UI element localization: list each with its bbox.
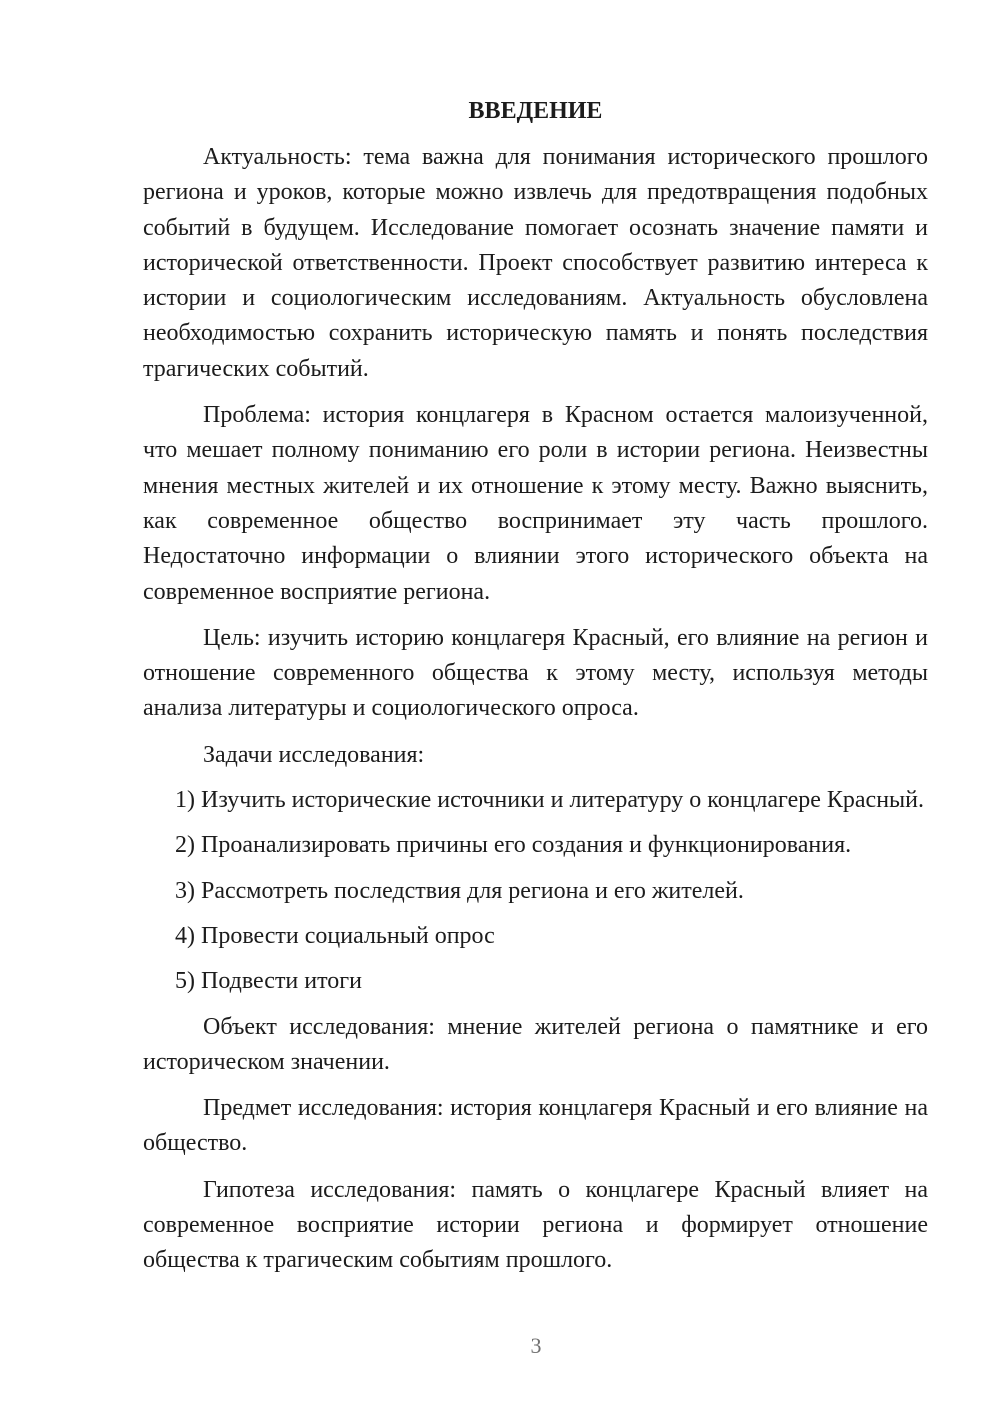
page-number: 3 — [530, 1333, 542, 1358]
tasks-heading: Задачи исследования: — [203, 741, 425, 768]
hypothesis-paragraph: Гипотеза исследования: память о концлагере Красный влияет на современное восприятие истории региона и формирует отношение общества к трагическим событиям прошлого. — [143, 1176, 928, 1274]
task-item-1: 1) Изучить исторические источники и литературу о концлагере Красный. — [175, 787, 925, 814]
page-body — [143, 93, 928, 1290]
relevance-paragraph: Актуальность: тема важна для понимания исторического прошлого региона и уроков, которые можно извлечь для предотвращения подобных событий в будущем. Исследование помогает осознать значение памяти и исторической ответственности. Проект способствует развитию интереса к истории и социологическим исследованиям. Актуальность обусловлена необходимостью сохранить историческую память и понять последствия трагических событий. — [143, 144, 928, 382]
task-item-3: 3) Рассмотреть последствия для региона и его жителей. — [175, 877, 744, 904]
task-item-2: 2) Проанализировать причины его создания и функционирования. — [175, 832, 852, 859]
goal-paragraph: Цель: изучить историю концлагеря Красный, его влияние на регион и отношение современного общества к этому месту, используя методы анализа литературы и социологического опроса. — [143, 624, 928, 722]
object-paragraph: Объект исследования: мнение жителей региона о памятнике и его историческом значении. — [143, 1013, 928, 1075]
problem-paragraph: Проблема: история концлагеря в Красном остается малоизученной, что мешает полному пониманию его роли в истории региона. Неизвестны мнения местных жителей и их отношение к этому месту. Важно выяснить, как современное общество воспринимает эту часть прошлого. Недостаточно информации о влиянии этого исторического объекта на современное восприятие региона. — [143, 402, 928, 605]
section-heading: ВВЕДЕНИЕ — [468, 98, 603, 124]
task-item-5: 5) Подвести итоги — [175, 968, 362, 995]
subject-paragraph: Предмет исследования: история концлагеря Красный и его влияние на общество. — [143, 1095, 928, 1157]
task-item-4: 4) Провести социальный опрос — [175, 922, 495, 949]
